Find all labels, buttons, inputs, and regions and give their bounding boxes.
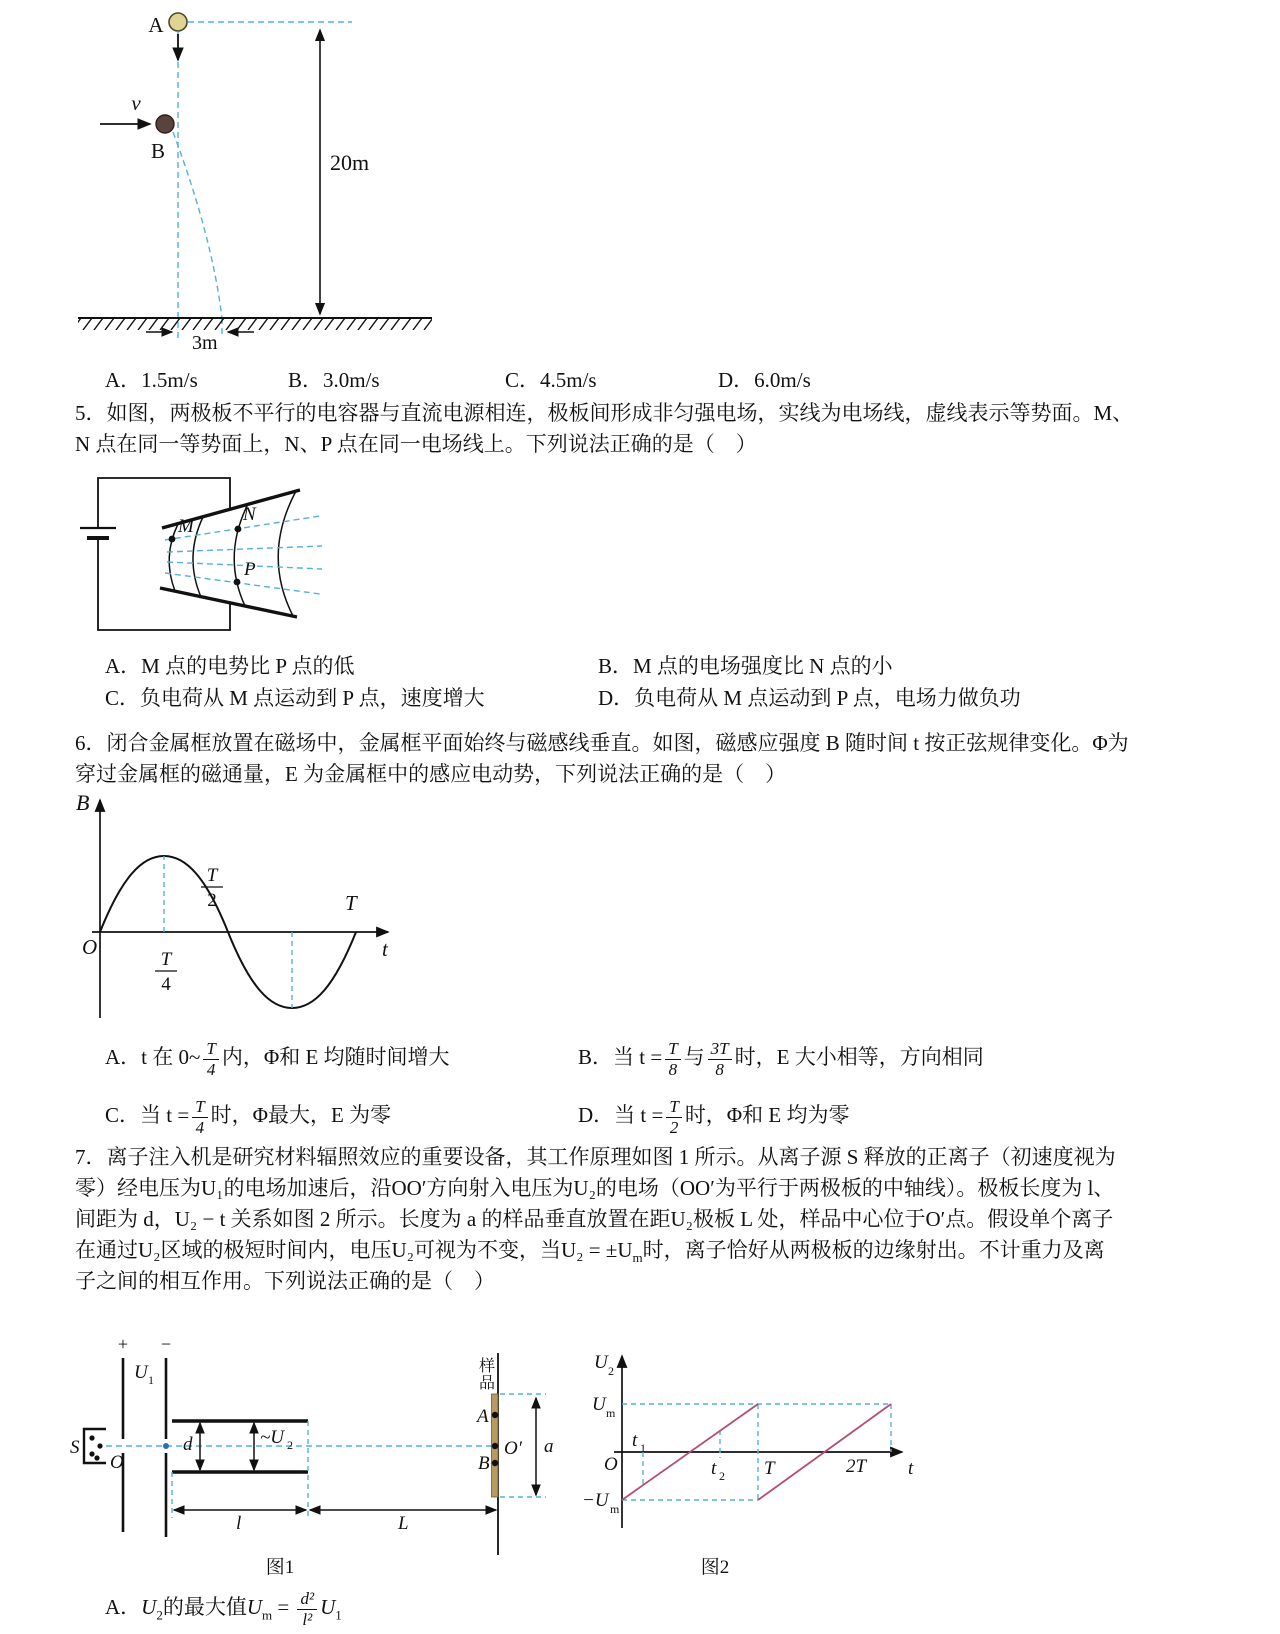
q6-stem: [75, 728, 1225, 790]
q6c-den: 4: [195, 1117, 205, 1137]
label-O-prime: O′: [504, 1438, 522, 1459]
circuit-wires: [98, 478, 230, 630]
q6-options-row2: [0, 1088, 1280, 1142]
guide-dashes: [173, 22, 352, 340]
height-arrow: [320, 30, 369, 314]
axes: [92, 800, 388, 1018]
ylabel-U2: U: [594, 1352, 608, 1373]
fig-ion-implanter: [68, 1298, 568, 1560]
label-U1: U: [134, 1362, 148, 1383]
q7a-um: U: [246, 1595, 263, 1620]
q6d-pre: D．当 t =: [578, 1103, 664, 1128]
q6d-post: 时，Φ和 E 均为零: [684, 1103, 850, 1128]
q6b-mid: 与: [683, 1045, 705, 1070]
q4-option-c: C．4.5m/s: [505, 368, 597, 392]
q4-option-b: B．3.0m/s: [288, 368, 380, 392]
q6c-post: 时，Φ最大，E 为零: [210, 1103, 392, 1128]
q5-stem: [75, 398, 1225, 460]
q4-option-d: D．6.0m/s: [718, 368, 811, 392]
q5-option-a: A．M 点的电势比 P 点的低: [105, 654, 355, 678]
points: [169, 504, 257, 585]
q6-option-d: [578, 1098, 850, 1137]
ground: [78, 318, 432, 330]
label-v: v: [131, 91, 141, 115]
q6-line-1: 6．闭合金属框放置在磁场中，金属框平面始终与磁感线垂直。如图，磁感应强度 B 随时间 t 按正弦规律变化。Φ为: [75, 731, 1129, 755]
q7-options: [0, 1578, 1280, 1634]
battery-icon: [80, 528, 116, 538]
label-2T: 2T: [846, 1456, 867, 1477]
label-Um: U: [592, 1394, 606, 1415]
ball-A: [148, 13, 187, 60]
t2-num: T: [206, 865, 218, 886]
q6b-frac2: [708, 1040, 732, 1079]
q7a-letter: A．: [105, 1595, 142, 1620]
q7a-um-sub: m: [262, 1607, 273, 1623]
point-O-dot: [163, 1443, 169, 1449]
xlabel-t: t: [908, 1458, 914, 1479]
t2-den: 2: [207, 890, 217, 911]
plus-sign: +: [117, 1334, 129, 1354]
q6a-pre: A．t 在 0~: [105, 1045, 201, 1070]
fig-u2-t-graph: [580, 1300, 930, 1560]
q7a-u1-sub: 1: [335, 1607, 342, 1623]
q7a-den: l²: [302, 1609, 313, 1629]
q5-option-c: C．负电荷从 M 点运动到 P 点，速度增大: [105, 686, 485, 710]
q6c-frac: [192, 1098, 207, 1137]
axis-labels: [76, 790, 389, 961]
q7l4-sub: m: [632, 1250, 643, 1266]
label-A: A: [148, 13, 164, 37]
q6b-n2: 3T: [708, 1040, 732, 1060]
ball-B: [100, 91, 174, 163]
q7-line-1: 7．离子注入机是研究材料辐照效应的重要设备，其工作原理如图 1 所示。从离子源 S 释放的正离子（初速度视为: [75, 1145, 1116, 1169]
label-neg-Um-sub: m: [610, 1502, 620, 1516]
label-l: l: [236, 1513, 242, 1534]
label-A: A: [477, 1406, 489, 1427]
label-T: T: [764, 1458, 775, 1479]
label-U2: ~U: [260, 1427, 285, 1448]
q7a-u1: U: [320, 1595, 336, 1620]
q7-option-a: [105, 1590, 342, 1629]
label-U2-sub: 2: [287, 1438, 293, 1452]
label-N: N: [243, 504, 256, 525]
ylabel-U2-sub: 2: [608, 1364, 614, 1378]
q5-option-b: B．M 点的电场强度比 N 点的小: [598, 654, 893, 678]
fig2-labels: [582, 1352, 914, 1516]
q7-stem: [75, 1142, 1235, 1297]
q6-line-2: 穿过金属框的磁通量，E 为金属框中的感应电动势，下列说法正确的是（ ）: [75, 762, 787, 786]
origin-O: O: [82, 935, 98, 959]
q6-options-row1: [0, 1030, 1280, 1084]
q6d-frac: [666, 1098, 681, 1137]
origin-O: O: [604, 1454, 618, 1475]
q4-options: [0, 364, 1280, 394]
label-B: B: [150, 139, 166, 163]
sample-label-2: 品: [479, 1375, 496, 1392]
q7-line-3: 间距为 d，U₂ − t 关系如图 2 所示。长度为 a 的样品垂直放置在距U₂极板 L 处，样品中心位于O′点。假设单个离子: [75, 1207, 1114, 1231]
q6b-d2: 8: [715, 1059, 724, 1079]
q6c-pre: C．当 t =: [105, 1103, 190, 1128]
q7a-text: 的最大值: [162, 1595, 247, 1620]
q6d-den: 2: [669, 1117, 679, 1137]
label-t2: t: [711, 1458, 717, 1479]
label-Um-sub: m: [606, 1406, 616, 1420]
q5-options-row1: [0, 650, 1280, 680]
ylabel-B: B: [76, 790, 90, 815]
t4-den: 4: [161, 974, 171, 995]
source-box: [84, 1429, 106, 1463]
q6b-d1: 8: [668, 1059, 678, 1079]
q7a-num: d²: [297, 1590, 317, 1610]
q6d-num: T: [666, 1098, 681, 1118]
q7-line-5: 子之间的相互作用。下列说法正确的是（ ）: [75, 1269, 495, 1293]
label-O: O: [110, 1452, 124, 1473]
fig-capacitor: [72, 470, 402, 638]
q7l4-pre: 在通过U₂区域的极短时间内，电压U₂可视为不变，当U₂ = ±U: [75, 1238, 633, 1262]
q6b-pre: B．当 t =: [578, 1045, 663, 1070]
label-B: B: [478, 1453, 490, 1474]
q5-line-1: 5．如图，两极板不平行的电容器与直流电源相连，极板间形成非匀强电场，实线为电场线，虚线表示等势面。M、: [75, 401, 1134, 425]
q5-option-d: D．负电荷从 M 点运动到 P 点，电场力做负功: [598, 686, 1021, 710]
q6b-post: 时，E 大小相等，方向相同: [734, 1045, 984, 1070]
label-neg-Um: −U: [582, 1490, 609, 1511]
q6-option-a: [105, 1040, 450, 1079]
q7-line-2: 零）经电压为U₁的电场加速后，沿OO′方向射入电压为U₂的电场（OO′为平行于两极板的中轴线）。极板长度为 l、: [75, 1176, 1115, 1200]
fig-sine-graph: [62, 786, 402, 1024]
q7-line-4: [75, 1235, 1235, 1266]
xlabel-t: t: [382, 937, 388, 961]
q7l4-post: 时，离子恰好从两极板的边缘射出。不计重力及离: [642, 1238, 1105, 1262]
label-a: a: [544, 1436, 554, 1457]
measure-dashes: [172, 1394, 546, 1518]
sample-label-1: 样: [479, 1358, 496, 1375]
tick-T: T: [345, 891, 357, 915]
fig1-labels: [70, 1334, 554, 1534]
label-t2-sub: 2: [719, 1469, 725, 1483]
q7a-equals: =: [272, 1595, 295, 1620]
fig1-caption: 图1: [265, 1557, 295, 1578]
tick-T2-fraction: [201, 865, 223, 911]
t4-num: T: [160, 949, 172, 970]
q6a-num: T: [203, 1040, 218, 1060]
q6b-frac1: [665, 1040, 680, 1079]
label-P: P: [244, 559, 256, 580]
label-d: d: [183, 1434, 193, 1455]
accelerating-plates: [123, 1358, 166, 1537]
label-S: S: [70, 1437, 80, 1458]
height-label: 20m: [330, 150, 370, 175]
q6a-post: 内，Φ和 E 均随时间增大: [221, 1045, 450, 1070]
q7a-u: U: [141, 1595, 157, 1620]
q6-option-c: [105, 1098, 391, 1137]
q6b-n1: T: [665, 1040, 680, 1060]
fig-projectile: [70, 6, 440, 352]
q5-options-row2: [0, 682, 1280, 712]
q4-option-a: A．1.5m/s: [105, 368, 198, 392]
q6a-den: 4: [206, 1059, 216, 1079]
label-U1-sub: 1: [148, 1373, 154, 1387]
range-arrows: [146, 332, 254, 352]
label-L: L: [398, 1513, 409, 1534]
label-t1: t: [632, 1430, 638, 1451]
q7a-frac: [297, 1590, 317, 1629]
label-t1-sub: 1: [640, 1441, 646, 1455]
q7a-u-sub: 2: [156, 1607, 163, 1623]
range-label: 3m: [192, 332, 218, 352]
minus-sign: −: [160, 1334, 172, 1354]
tick-T4-fraction: [155, 949, 177, 995]
label-M: M: [178, 516, 194, 537]
q6a-frac: [203, 1040, 218, 1079]
q6-option-b: [578, 1040, 984, 1079]
q6c-num: T: [192, 1098, 207, 1118]
fig2-caption: 图2: [700, 1557, 730, 1578]
q5-line-2: N 点在同一等势面上，N、P 点在同一电场线上。下列说法正确的是（ ）: [75, 432, 757, 456]
